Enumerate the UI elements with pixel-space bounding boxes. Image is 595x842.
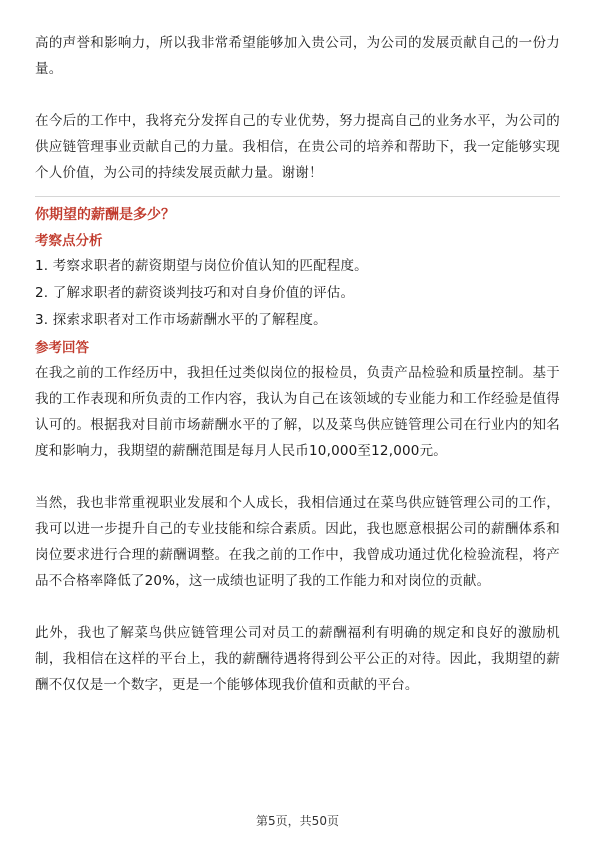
section-divider — [35, 196, 560, 197]
intro-paragraph-1: 高的声誉和影响力，所以我非常希望能够加入贵公司，为公司的发展贡献自己的一份力量。 — [35, 35, 560, 77]
answer-heading: 参考回答 — [35, 340, 89, 356]
question-title: 你期望的薪酬是多少？ — [35, 207, 175, 223]
answer-paragraph-1: 在我之前的工作经历中，我担任过类似岗位的报检员，负责产品检验和质量控制。基于我的工作表现和所负责的工作内容，我认为自己在该领域的专业能力和工作经验是值得认可的。根据我对目前市场薪酬水平的了解，以及菜鸟供应链管理公司在行业内的知名度和影响力，我期望的薪酬范围是每月人民币10,000至12,000元。 — [35, 365, 560, 459]
answer-paragraph-3: 此外，我也了解菜鸟供应链管理公司对员工的薪酬福利有明确的规定和良好的激励机制，我相信在这样的平台上，我的薪酬待遇将得到公平公正的对待。因此，我期望的薪酬不仅仅是一个数字，更是一个能够体现我价值和贡献的平台。 — [35, 625, 560, 693]
intro-paragraph-2: 在今后的工作中，我将充分发挥自己的专业优势，努力提高自己的业务水平，为公司的供应链管理事业贡献自己的力量。我相信，在贵公司的培养和帮助下，我一定能够实现个人价值，为公司的持续发展贡献力量。谢谢！ — [35, 113, 560, 181]
page-number: 第5页，共50页 — [256, 814, 339, 828]
analysis-heading: 考察点分析 — [35, 233, 103, 249]
page-content — [35, 30, 560, 698]
analysis-item: 3. 探索求职者对工作市场薪酬水平的了解程度。 — [35, 312, 327, 328]
answer-paragraph-2: 当然，我也非常重视职业发展和个人成长，我相信通过在菜鸟供应链管理公司的工作，我可以进一步提升自己的专业技能和综合素质。因此，我也愿意根据公司的薪酬体系和岗位要求进行合理的薪酬调整。在我之前的工作中，我曾成功通过优化检验流程，将产品不合格率降低了20%，这一成绩也证明了我的工作能力和对岗位的贡献。 — [35, 495, 560, 589]
analysis-item: 1. 考察求职者的薪资期望与岗位价值认知的匹配程度。 — [35, 258, 368, 274]
analysis-item: 2. 了解求职者的薪资谈判技巧和对自身价值的评估。 — [35, 285, 355, 301]
